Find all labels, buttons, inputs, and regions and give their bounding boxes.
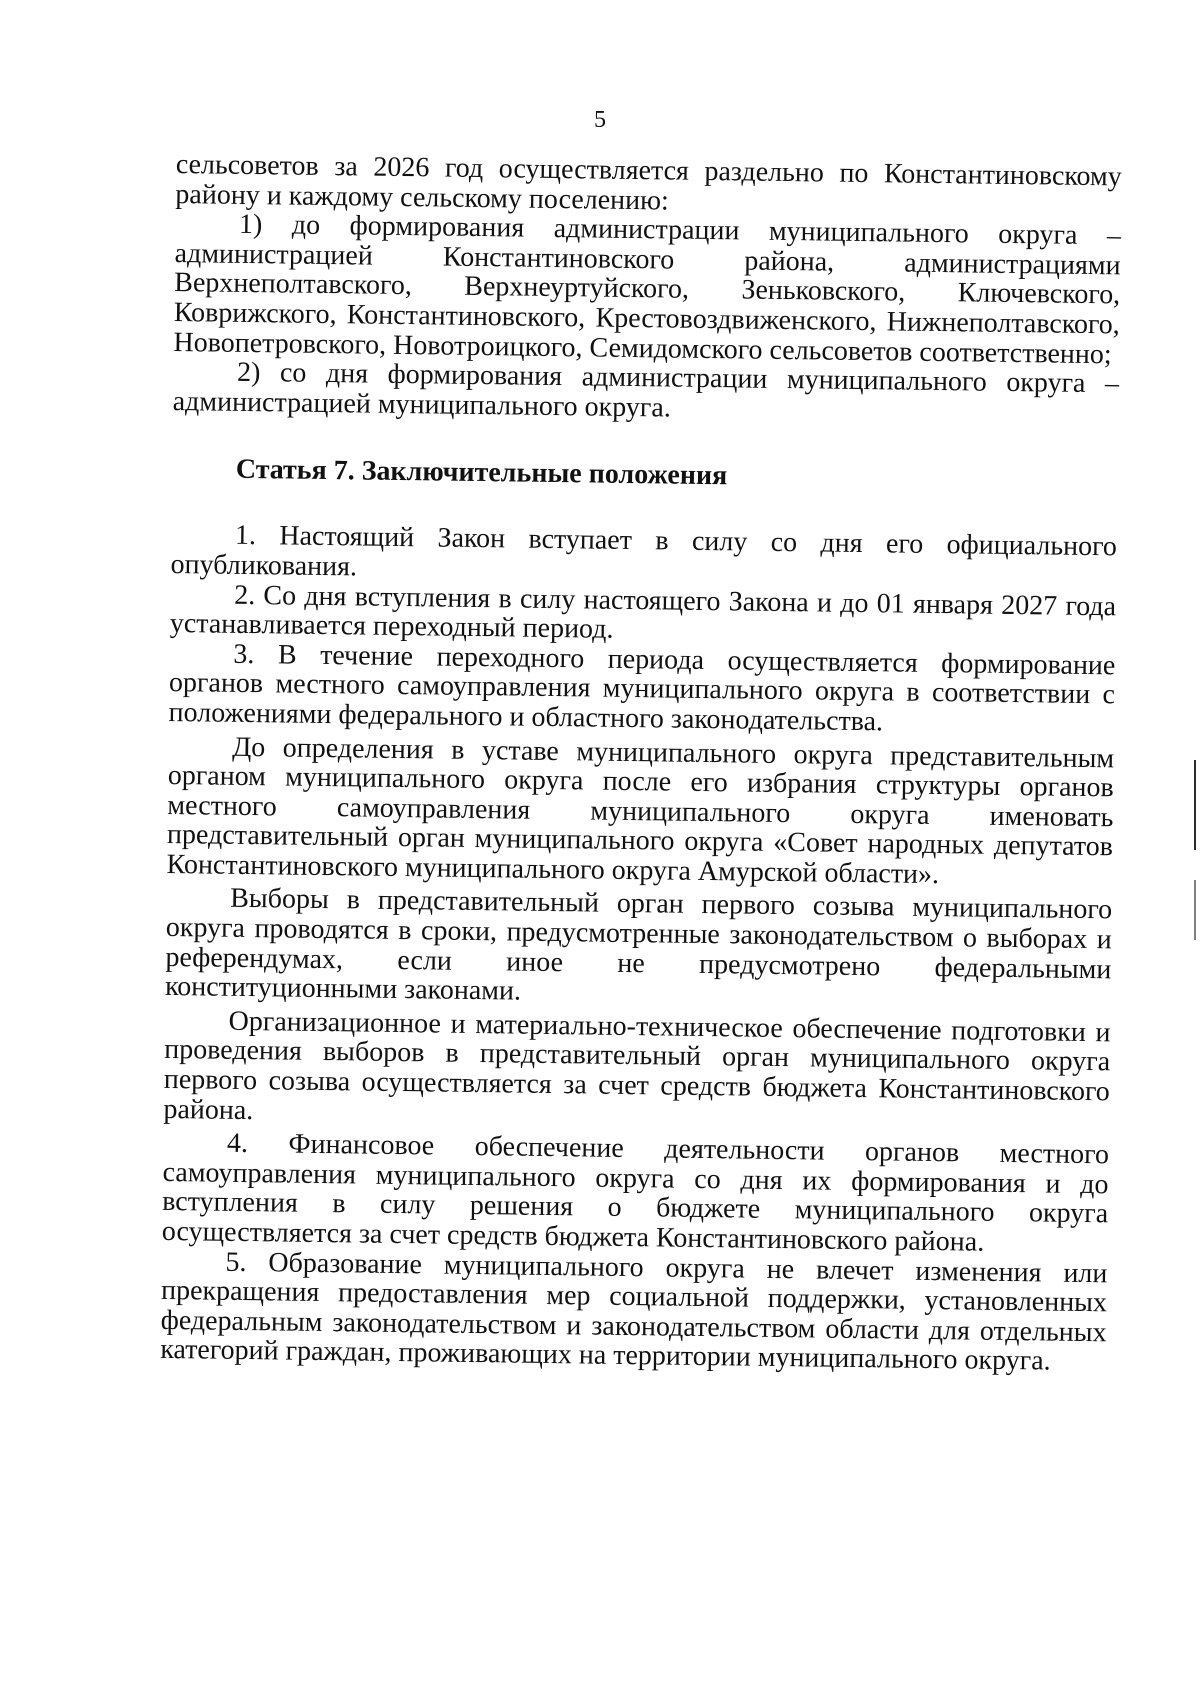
article-clause-4: 4. Финансовое обеспечение деятельности органов местного самоуправления муниципального округа со дня их формирования и до вступления в силу решения о бюджете муниципального округа осуществляется за счет средств бюджета Константиновского района. bbox=[161, 1127, 1110, 1258]
paragraph-continuation: сельсоветов за 2026 год осуществляется раздельно по Константиновскому району и каждому сельскому поселению: bbox=[175, 149, 1122, 217]
list-item-2: 2) со дня формирования администрации муниципального округа – администрацией муниципального округа. bbox=[172, 356, 1120, 424]
article-clause-3: 3. В течение переходного периода осуществляется формирование органов местного самоуправления муниципального округа в соответствии с положениями федерального и областного законодательства. bbox=[168, 638, 1116, 738]
scan-edge-mark bbox=[1194, 760, 1196, 850]
page-number: 5 bbox=[594, 107, 606, 133]
list-item-1: 1) до формирования администрации муниципального округа – администрацией Константиновского района, администрациями Верхнеполтавского, Верхнеуртуйского, Зеньковского, Ключевского, Коврижского, Константиновского, Крестовоздвиженского, Нижнеполтавского, Новопетровского, Новотроицкого, Семидомского сельсоветов соответственно; bbox=[173, 209, 1122, 370]
article-clause-2: 2. Со дня вступления в силу настоящего Закона и до 01 января 2027 года устанавливается переходный период. bbox=[169, 579, 1117, 645]
article-clause-3-funding: Организационное и материально-техническое обеспечение подготовки и проведения выборов в представительный орган муниципального округа первого созыва осуществляется за счет средств бюджета Константиновского района. bbox=[163, 1005, 1111, 1126]
article-clause-3-elections: Выборы в представительный орган первого созыва муниципального округа проводятся в сроки, предусмотренные законодательством о выборах и референдумах, если иное не предусмотрено федеральными конституционными законами. bbox=[164, 883, 1113, 1007]
document-body bbox=[160, 150, 1122, 1377]
scan-edge-mark bbox=[1194, 880, 1196, 940]
article-heading: Статья 7. Заключительные положения bbox=[235, 454, 728, 492]
article-clause-5: 5. Образование муниципального округа не влечет изменения или прекращения предоставления мер социальной поддержки, установленных федеральным законодательством и законодательством области для отдельных категорий граждан, проживающих на территории муниципального округа. bbox=[160, 1246, 1108, 1377]
article-clause-3-naming: До определения в уставе муниципального округа представительным органом муниципального округа после его избрания структуры органов местного самоуправления муниципального округа именовать представительный орган муниципального округа «Совет народных депутатов Константиновского муниципального округа Амурской области». bbox=[166, 731, 1115, 890]
article-clause-1: 1. Настоящий Закон вступает в силу со дня его официального опубликования. bbox=[170, 520, 1118, 583]
